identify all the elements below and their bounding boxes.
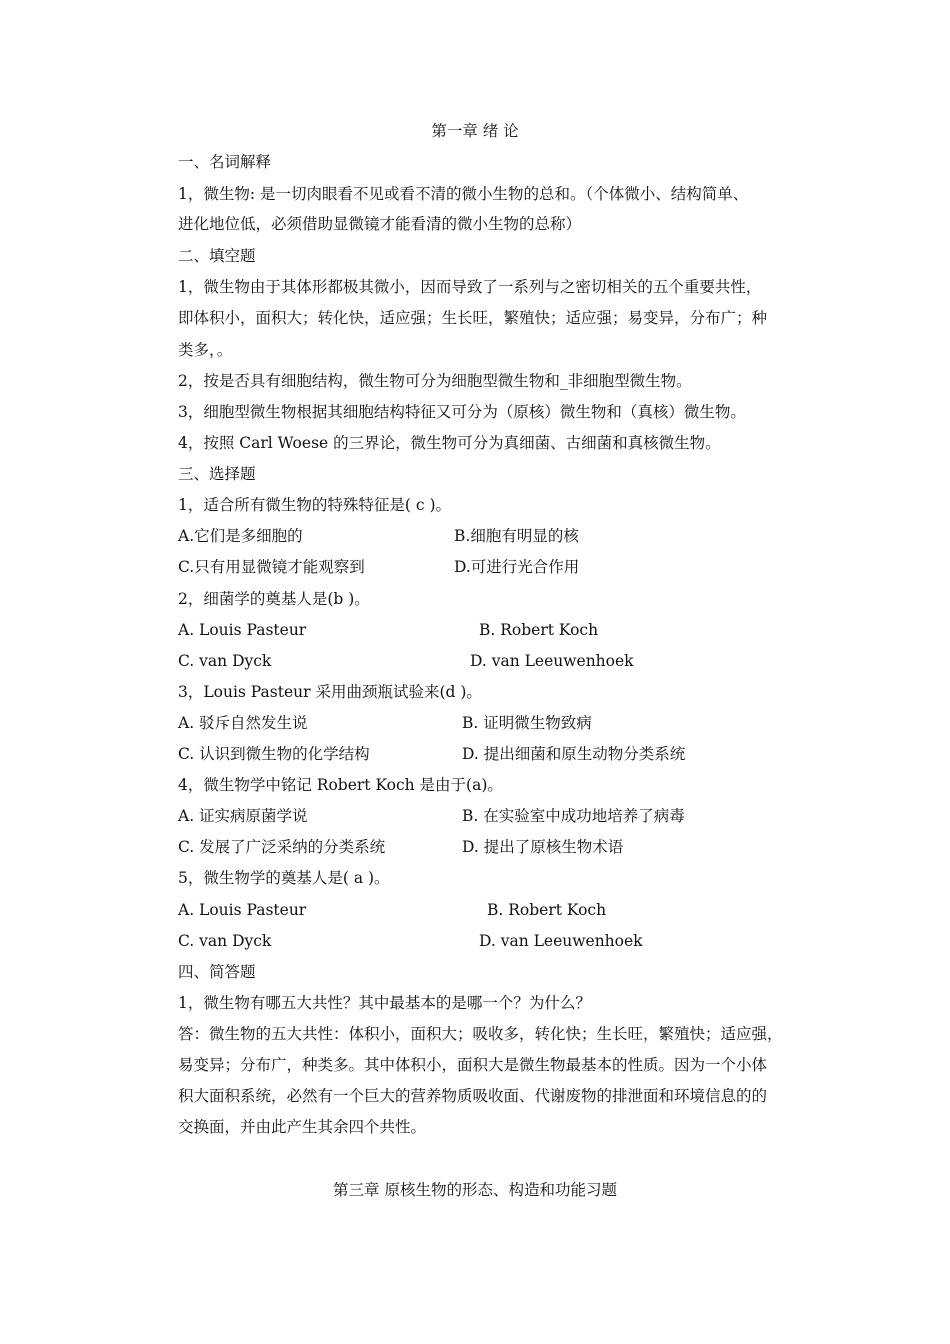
- option-a: A. 证实病原菌学说: [178, 807, 308, 825]
- option-b: B. Robert Koch: [479, 621, 599, 639]
- option-d: D.可进行光合作用: [454, 558, 580, 576]
- option-b: B. Robert Koch: [487, 901, 607, 919]
- option-b: B.细胞有明显的核: [454, 527, 579, 545]
- section1-heading: 一、名词解释: [178, 153, 272, 171]
- chapter3-title: 第三章 原核生物的形态、构造和功能习题: [333, 1181, 617, 1199]
- fill-blank-item: 2，按是否具有细胞结构，微生物可分为细胞型微生物和_非细胞型微生物。: [178, 372, 692, 390]
- definition-line: 进化地位低，必须借助显微镜才能看清的微小生物的总称）: [178, 215, 582, 233]
- section2-heading: 二、填空题: [178, 247, 256, 265]
- question-stem: 3，Louis Pasteur 采用曲颈瓶试验来(d )。: [178, 683, 482, 701]
- option-d: D. van Leeuwenhoek: [479, 932, 643, 950]
- question-stem: 2，细菌学的奠基人是(b )。: [178, 590, 370, 608]
- option-c: C. 认识到微生物的化学结构: [178, 745, 370, 763]
- option-c: C.只有用显微镜才能观察到: [178, 558, 365, 576]
- short-answer-question: 1，微生物有哪五大共性？其中最基本的是哪一个？为什么？: [178, 994, 591, 1012]
- option-a: A. 驳斥自然发生说: [178, 714, 308, 732]
- fill-blank-line: 1，微生物由于其体形都极其微小，因而导致了一系列与之密切相关的五个重要共性，: [178, 278, 762, 296]
- option-b: B. 证明微生物致病: [462, 714, 592, 732]
- answer-line: 积大面积系统，必然有一个巨大的营养物质吸收面、代谢废物的排泄面和环境信息的的: [178, 1087, 768, 1105]
- question-stem: 4，微生物学中铭记 Robert Koch 是由于(a)。: [178, 776, 503, 794]
- option-a: A.它们是多细胞的: [178, 527, 303, 545]
- option-c: C. 发展了广泛采纳的分类系统: [178, 838, 386, 856]
- option-d: D. 提出细菌和原生动物分类系统: [462, 745, 686, 763]
- chapter1-title: 第一章 绪 论: [431, 122, 519, 140]
- option-a: A. Louis Pasteur: [178, 621, 307, 639]
- question-stem: 1，适合所有微生物的特殊特征是( c )。: [178, 496, 451, 514]
- option-c: C. van Dyck: [178, 932, 272, 950]
- answer-line: 交换面，并由此产生其余四个共性。: [178, 1118, 427, 1136]
- section4-heading: 四、简答题: [178, 963, 256, 981]
- option-a: A. Louis Pasteur: [178, 901, 307, 919]
- question-stem: 5，微生物学的奠基人是( a )。: [178, 869, 390, 887]
- answer-line: 易变异；分布广，种类多。其中体积小，面积大是微生物最基本的性质。因为一个小体: [178, 1056, 768, 1074]
- section3-heading: 三、选择题: [178, 465, 256, 483]
- option-c: C. van Dyck: [178, 652, 272, 670]
- option-b: B. 在实验室中成功地培养了病毒: [462, 807, 685, 825]
- definition-line: 1，微生物: 是一切肉眼看不见或看不清的微小生物的总和。（个体微小、结构简单、: [178, 185, 749, 203]
- fill-blank-line: 即体积小，面积大；转化快，适应强；生长旺，繁殖快；适应强；易变异，分布广；种: [178, 309, 768, 327]
- fill-blank-item: 3，细胞型微生物根据其细胞结构特征又可分为（原核）微生物和（真核）微生物。: [178, 403, 746, 421]
- option-d: D. 提出了原核生物术语: [462, 838, 624, 856]
- option-d: D. van Leeuwenhoek: [470, 652, 634, 670]
- fill-blank-item: 4，按照 Carl Woese 的三界论，微生物可分为真细菌、古细菌和真核微生物。: [178, 434, 721, 452]
- answer-line: 答：微生物的五大共性：体积小，面积大；吸收多，转化快；生长旺，繁殖快；适应强，: [178, 1025, 783, 1043]
- fill-blank-line: 类多，。: [178, 341, 233, 359]
